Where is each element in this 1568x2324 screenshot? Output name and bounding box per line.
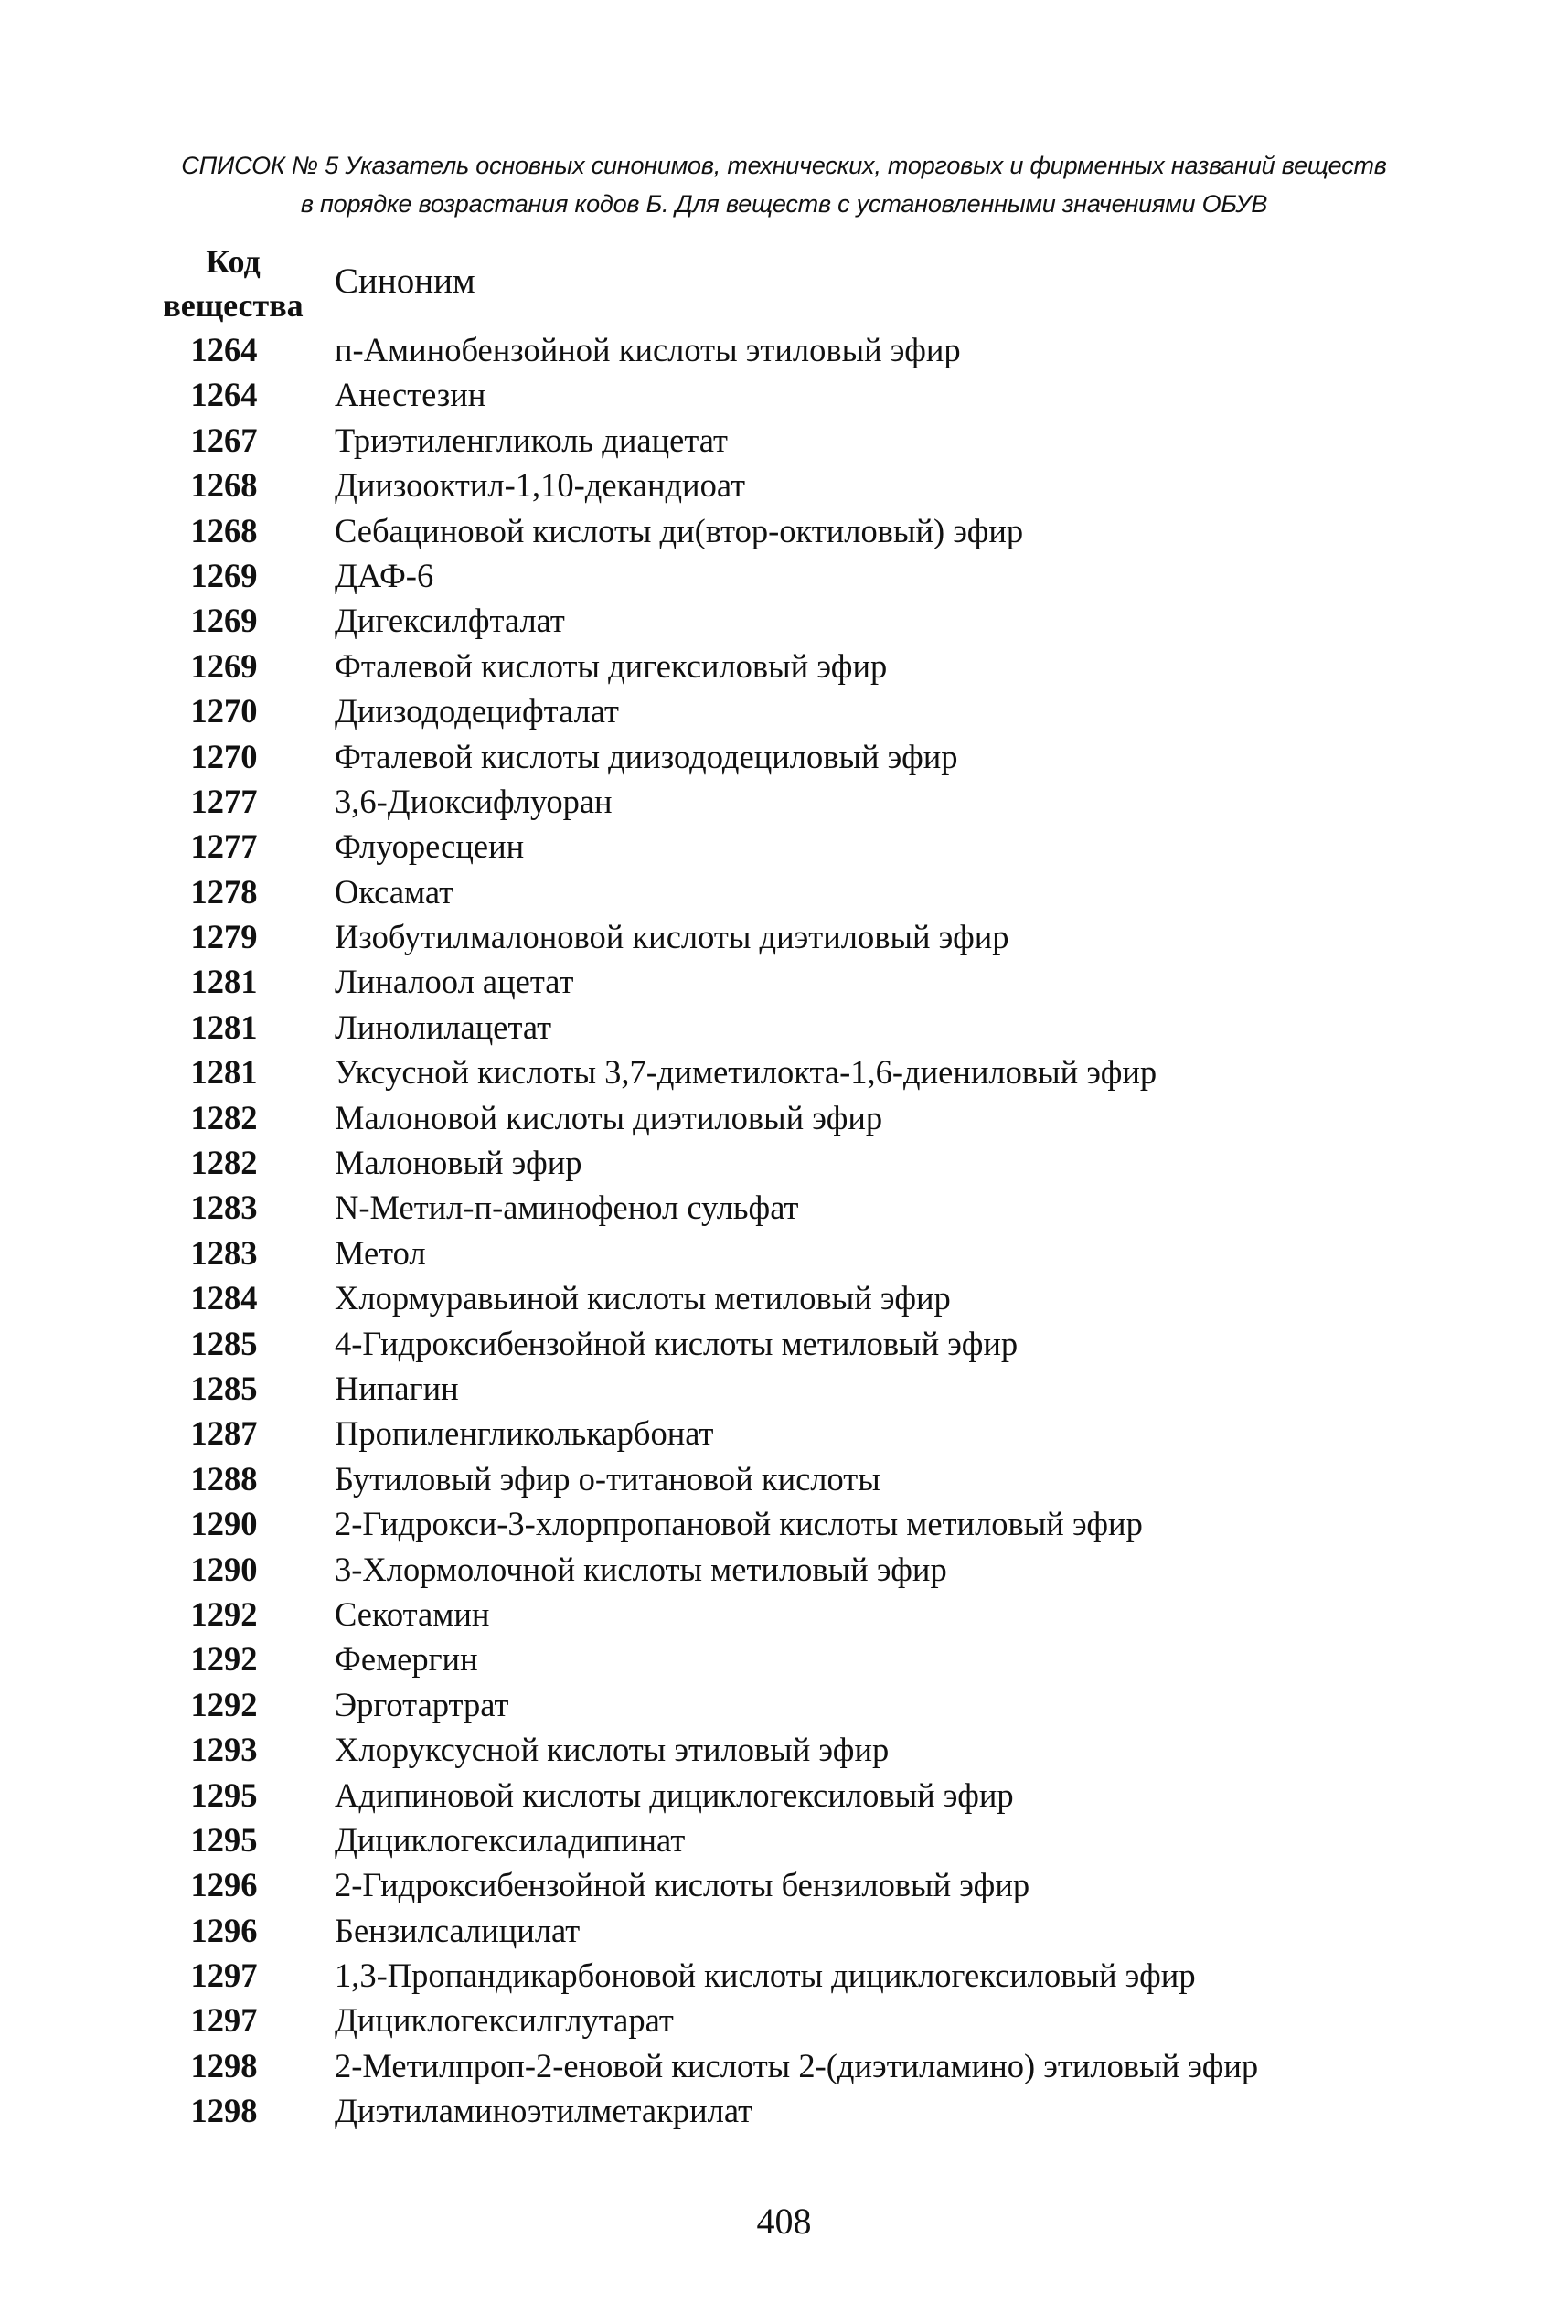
substance-code: 1296 — [190, 1866, 258, 1904]
table-row — [0, 1095, 1568, 1140]
table-row — [0, 688, 1568, 733]
substance-code: 1292 — [190, 1640, 258, 1679]
synonym-name: 4-Гидроксибензойной кислоты метиловый эфир — [335, 1324, 1019, 1362]
substance-code: 1292 — [190, 1685, 258, 1723]
synonym-name: Дициклогексилглутарат — [335, 2001, 674, 2040]
substance-code: 1290 — [190, 1550, 258, 1588]
substance-code: 1284 — [190, 1279, 258, 1317]
synonym-name: Диизододецифталат — [335, 692, 619, 730]
table-row — [0, 1140, 1568, 1185]
table-row — [0, 1005, 1568, 1050]
synonym-name: Диизооктил-1,10-декандиоат — [335, 466, 746, 505]
substance-code: 1293 — [190, 1731, 258, 1769]
substance-code: 1296 — [190, 1911, 258, 1949]
synonym-name: Анестезин — [335, 376, 486, 414]
table-row — [0, 1185, 1568, 1230]
table-row — [0, 2088, 1568, 2133]
synonym-name: Хлоруксусной кислоты этиловый эфир — [335, 1731, 890, 1769]
substance-code: 1297 — [190, 2001, 258, 2040]
substance-code: 1268 — [190, 511, 258, 549]
substance-code: 1298 — [190, 2092, 258, 2130]
table-row — [0, 1862, 1568, 1907]
synonym-name: Фталевой кислоты диизододециловый эфир — [335, 737, 958, 775]
substance-code: 1277 — [190, 782, 258, 820]
table-row — [0, 1275, 1568, 1320]
table-row — [0, 372, 1568, 417]
substance-code: 1278 — [190, 872, 258, 911]
synonym-name: Метол — [335, 1233, 426, 1272]
table-row — [0, 869, 1568, 914]
table-row — [0, 914, 1568, 959]
table-row — [0, 327, 1568, 372]
table-row — [0, 1592, 1568, 1636]
substance-code: 1279 — [190, 918, 258, 956]
table-row — [0, 1727, 1568, 1772]
header-subtitle-line: в порядке возрастания кодов Б. Для веществ с установленными значениями ОБУВ — [300, 190, 1268, 218]
table-row — [0, 959, 1568, 1004]
synonym-name: ДАФ-6 — [335, 556, 434, 594]
synonym-name: N-Метил-п-аминофенол сульфат — [335, 1189, 799, 1227]
substance-code: 1295 — [190, 1775, 258, 1814]
substance-code: 1297 — [190, 1956, 258, 1995]
substance-code: 1287 — [190, 1414, 258, 1453]
table-row — [0, 1050, 1568, 1094]
header-title-line: СПИСОК № 5 Указатель основных синонимов, технических, торговых и фирменных названий веществ — [181, 152, 1387, 179]
substance-code: 1292 — [190, 1594, 258, 1633]
synonym-name: Малоновой кислоты диэтиловый эфир — [335, 1098, 883, 1136]
synonym-name: 3-Хлормолочной кислоты метиловый эфир — [335, 1550, 947, 1588]
substance-code: 1269 — [190, 602, 258, 640]
table-row — [0, 644, 1568, 688]
substance-code: 1277 — [190, 827, 258, 866]
substance-code: 1282 — [190, 1144, 258, 1182]
substance-code: 1298 — [190, 2046, 258, 2084]
substance-code: 1290 — [190, 1505, 258, 1543]
synonym-name: п-Аминобензойной кислоты этиловый эфир — [335, 331, 961, 368]
table-row — [0, 1682, 1568, 1727]
synonym-table — [0, 327, 1568, 2134]
synonym-name: Фталевой кислоты дигексиловый эфир — [335, 646, 888, 685]
table-row — [0, 418, 1568, 463]
synonym-name: Адипиновой кислоты дициклогексиловый эфир — [335, 1775, 1014, 1814]
substance-code: 1285 — [190, 1369, 258, 1407]
table-row — [0, 2043, 1568, 2088]
synonym-name: Дициклогексиладипинат — [335, 1820, 686, 1859]
synonym-name: 2-Гидроксибензойной кислоты бензиловый эфир — [335, 1866, 1030, 1904]
table-row — [0, 553, 1568, 598]
substance-code: 1281 — [190, 1053, 258, 1092]
substance-code: 1283 — [190, 1189, 258, 1227]
column-header-synonym: Синоним — [335, 261, 475, 301]
substance-code: 1282 — [190, 1098, 258, 1136]
table-row — [0, 1366, 1568, 1411]
substance-code: 1270 — [190, 692, 258, 730]
table-row — [0, 463, 1568, 507]
synonym-name: Фемергин — [335, 1640, 478, 1679]
table-row — [0, 734, 1568, 779]
synonym-name: Секотамин — [335, 1594, 490, 1633]
table-row — [0, 1411, 1568, 1455]
substance-code: 1288 — [190, 1459, 258, 1498]
table-row — [0, 1998, 1568, 2042]
synonym-name: 1,3-Пропандикарбоновой кислоты дициклогексиловый эфир — [335, 1956, 1196, 1995]
table-row — [0, 508, 1568, 553]
synonym-name: Малоновый эфир — [335, 1144, 582, 1182]
synonym-name: 3,6-Диоксифлуоран — [335, 782, 613, 820]
synonym-name: Бензилсалицилат — [335, 1911, 581, 1949]
synonym-name: Уксусной кислоты 3,7-диметилокта-1,6-диениловый эфир — [335, 1053, 1157, 1092]
synonym-name: Оксамат — [335, 872, 454, 911]
substance-code: 1269 — [190, 646, 258, 685]
table-row — [0, 1953, 1568, 1998]
page-number: 408 — [756, 2201, 812, 2242]
synonym-name: Нипагин — [335, 1369, 459, 1407]
synonym-name: Эрготартрат — [335, 1685, 509, 1723]
table-row — [0, 824, 1568, 869]
substance-code: 1269 — [190, 556, 258, 594]
synonym-name: Дигексилфталат — [335, 602, 565, 640]
substance-code: 1281 — [190, 963, 258, 1001]
synonym-name: Линалоол ацетат — [335, 963, 574, 1001]
synonym-name: Пропиленгликолькарбонат — [335, 1414, 714, 1453]
table-row — [0, 779, 1568, 824]
table-row — [0, 1636, 1568, 1681]
column-header-code — [142, 240, 325, 327]
synonym-name: Хлормуравьиной кислоты метиловый эфир — [335, 1279, 951, 1317]
synonym-name: Линолилацетат — [335, 1007, 552, 1046]
synonym-name: Диэтиламиноэтилметакрилат — [335, 2092, 753, 2130]
synonym-name: Себациновой кислоты ди(втор-октиловый) эфир — [335, 511, 1024, 549]
table-row — [0, 1501, 1568, 1546]
substance-code: 1285 — [190, 1324, 258, 1362]
substance-code: 1267 — [190, 421, 258, 459]
substance-code: 1264 — [190, 376, 258, 414]
synonym-name: Изобутилмалоновой кислоты диэтиловый эфир — [335, 918, 1009, 956]
substance-code: 1283 — [190, 1233, 258, 1272]
substance-code: 1281 — [190, 1007, 258, 1046]
synonym-name: 2-Гидрокси-3-хлорпропановой кислоты метиловый эфир — [335, 1505, 1143, 1543]
table-row — [0, 1818, 1568, 1862]
synonym-name: Триэтиленгликоль диацетат — [335, 421, 728, 459]
substance-code: 1268 — [190, 466, 258, 505]
synonym-name: Бутиловый эфир о-титановой кислоты — [335, 1459, 880, 1498]
substance-code: 1270 — [190, 737, 258, 775]
table-row — [0, 1773, 1568, 1818]
substance-code: 1295 — [190, 1820, 258, 1859]
synonym-name: 2-Метилпроп-2-еновой кислоты 2-(диэтиламино) этиловый эфир — [335, 2046, 1259, 2084]
table-row — [0, 1547, 1568, 1592]
table-row — [0, 1456, 1568, 1501]
column-header-code-line1: Код — [206, 243, 261, 280]
column-header-code-line2: вещества — [163, 287, 304, 324]
substance-code: 1264 — [190, 331, 258, 368]
table-row — [0, 1321, 1568, 1366]
table-row — [0, 1231, 1568, 1275]
table-row — [0, 598, 1568, 643]
list-header — [137, 146, 1431, 223]
table-row — [0, 1908, 1568, 1953]
synonym-name: Флуоресцеин — [335, 827, 525, 866]
